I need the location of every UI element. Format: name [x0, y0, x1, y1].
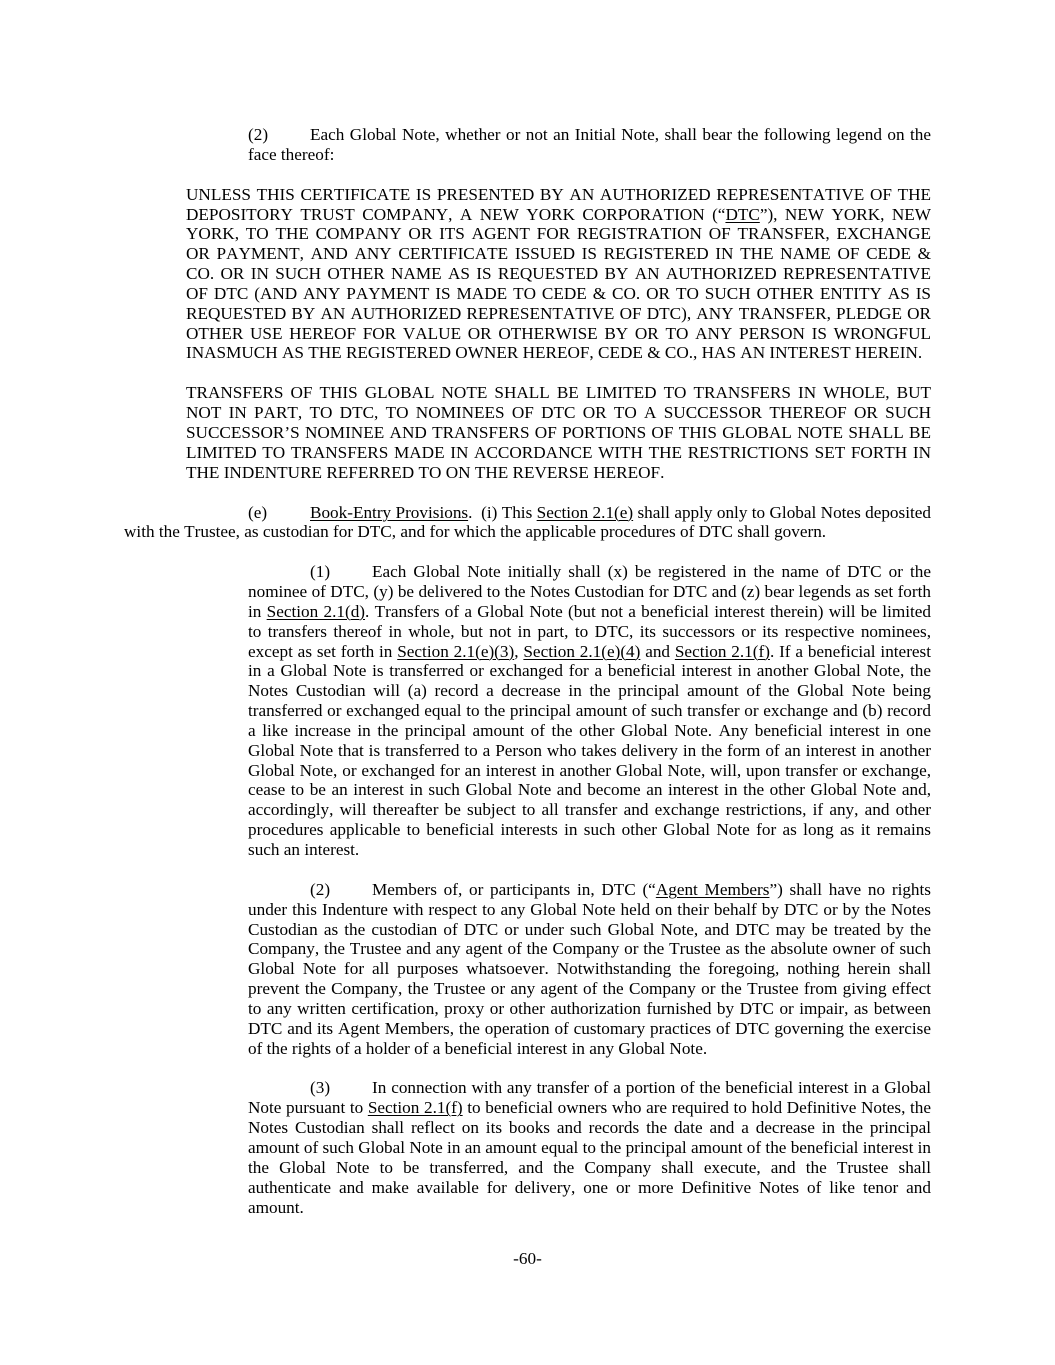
- page-number: -60-: [513, 1249, 542, 1269]
- legend-text: UNLESS THIS CERTIFICATE IS PRESENTED BY AN AUTHORIZED REPRESENTATIVE OF THE DEPOSITORY TRUST COMPANY, A NEW YORK CORPORATION (“: [186, 184, 931, 224]
- clause-number: (3): [310, 1078, 331, 1098]
- paragraph-text: . (i) This: [468, 502, 537, 522]
- book-entry-provisions-paragraph: [124, 503, 931, 543]
- paragraph-text: shall apply only to Global Notes deposited with the Trustee, as custodian for DTC, and for which the applicable procedures of DTC shall govern.: [124, 502, 931, 542]
- section-reference: Section 2.1(f): [367, 1098, 463, 1118]
- clause-number: (2): [310, 879, 331, 899]
- paragraph-text: ,: [514, 641, 524, 661]
- dtc-legend: [186, 185, 931, 364]
- paragraph-text: Each Global Note initially shall (x) be registered in the name of DTC or the nominee of DTC, (y) be delivered to the Notes Custodian for DTC and (z) bear legends as set forth in: [248, 562, 931, 621]
- legend-intro-paragraph: [248, 125, 931, 165]
- paragraph-number: (e): [248, 502, 268, 522]
- section-reference: Section 2.1(e)(3): [397, 641, 515, 661]
- clause-2-paragraph: [248, 880, 931, 1059]
- section-reference: Section 2.1(d): [266, 601, 366, 621]
- defined-term-dtc: DTC: [725, 204, 760, 224]
- legend-text: ”), NEW YORK, NEW YORK, TO THE COMPANY OR ITS AGENT FOR REGISTRATION OF TRANSFER, EXCHANGE OR PAYMENT, AND ANY CERTIFICATE ISSUED IS REGISTERED IN THE NAME OF CEDE & CO. OR IN SUCH OTHER NAME AS IS REQUESTED BY AN AUTHORIZED REPRESENTATIVE OF DTC (AND ANY PAYMENT IS MADE TO CEDE & CO. OR TO SUCH OTHER ENTITY AS IS REQUESTED BY AN AUTHORIZED REPRESENTATIVE OF DTC), ANY TRANSFER, PLEDGE OR OTHER USE HEREOF FOR VALUE OR OTHERWISE BY OR TO ANY PERSON IS WRONGFUL INASMUCH AS THE REGISTERED OWNER HEREOF, CEDE & CO., HAS AN INTEREST HEREIN.: [186, 204, 931, 363]
- paragraph-text: ”) shall have no rights under this Indenture with respect to any Global Note held on their behalf by DTC or by the Notes Custodian as the custodian of DTC or under such Global Note, and DTC may be treated by the Company, the Trustee and any agent of the Company or the Trustee as the absolute owner of such Global Note for all purposes whatsoever. Notwithstanding the foregoing, nothing herein shall prevent the Company, the Trustee or any agent of the Company or the Trustee from giving effect to any written certification, proxy or other authorization furnished by DTC or impair, as between DTC and its Agent Members, the operation of customary practices of DTC governing the exercise of the rights of a holder of a beneficial interest in any Global Note.: [248, 879, 931, 1058]
- paragraph-text: . Transfers of a Global Note (but not a beneficial interest therein) will be limited to transfers thereof in whole, but not in part, to DTC, its successors or its respective nominees, except as set forth in: [248, 601, 931, 661]
- transfer-restriction-legend: [186, 383, 931, 482]
- paragraph-text: Members of, or participants in, DTC (“: [372, 879, 656, 899]
- section-reference: Section 2.1(e)(4): [523, 641, 641, 661]
- paragraph-text: and: [640, 641, 675, 661]
- paragraph-number: (2): [248, 125, 269, 144]
- clause-1-paragraph: [248, 562, 931, 860]
- defined-term-agent-members: Agent Members: [655, 879, 770, 899]
- paragraph-text: In connection with any transfer of a portion of the beneficial interest in a Global Note pursuant to: [248, 1078, 931, 1118]
- paragraph-text: Each Global Note, whether or not an Initial Note, shall bear the following legend on the face thereof:: [248, 125, 931, 164]
- paragraph-text: . If a beneficial interest in a Global Note is transferred or exchanged for a beneficial interest in another Global Note, the Notes Custodian will (a) record a decrease in the principal amount of the Global Note being transferred or exchanged equal to the principal amount of such transfer or exchange and (b) record a like increase in the principal amount of the other Global Note. Any beneficial interest in one Global Note that is transferred to a Person who takes delivery in the form of an interest in another Global Note, or exchanged for an interest in another Global Note, will, upon transfer or exchange, cease to be an interest in such Global Note and become an interest in the other Global Note and, accordingly, will thereafter be subject to all transfer and exchange restrictions, if any, and other procedures applicable to beneficial interests in such other Global Note for as long as it remains such an interest.: [248, 641, 932, 859]
- section-reference: Section 2.1(f): [674, 641, 770, 661]
- section-heading: Book-Entry Provisions: [310, 502, 469, 522]
- legend-text: TRANSFERS OF THIS GLOBAL NOTE SHALL BE LIMITED TO TRANSFERS IN WHOLE, BUT NOT IN PART, TO DTC, TO NOMINEES OF DTC OR TO A SUCCESSOR THEREOF OR SUCH SUCCESSOR’S NOMINEE AND TRANSFERS OF PORTIONS OF THIS GLOBAL NOTE SHALL BE LIMITED TO TRANSFERS MADE IN ACCORDANCE WITH THE RESTRICTIONS SET FORTH IN THE INDENTURE REFERRED TO ON THE REVERSE HEREOF.: [186, 383, 931, 482]
- clause-3-paragraph: [248, 1078, 931, 1217]
- clause-number: (1): [310, 562, 331, 582]
- paragraph-text: to beneficial owners who are required to hold Definitive Notes, the Notes Custodian shall reflect on its books and records the date and a decrease in the principal amount of such Global Note in an amount equal to the principal amount of the beneficial interest in the Global Note to be transferred, and the Company shall execute, and the Trustee shall authenticate and make available for delivery, one or more Definitive Notes of like tenor and amount.: [248, 1098, 932, 1217]
- section-reference: Section 2.1(e): [536, 502, 634, 522]
